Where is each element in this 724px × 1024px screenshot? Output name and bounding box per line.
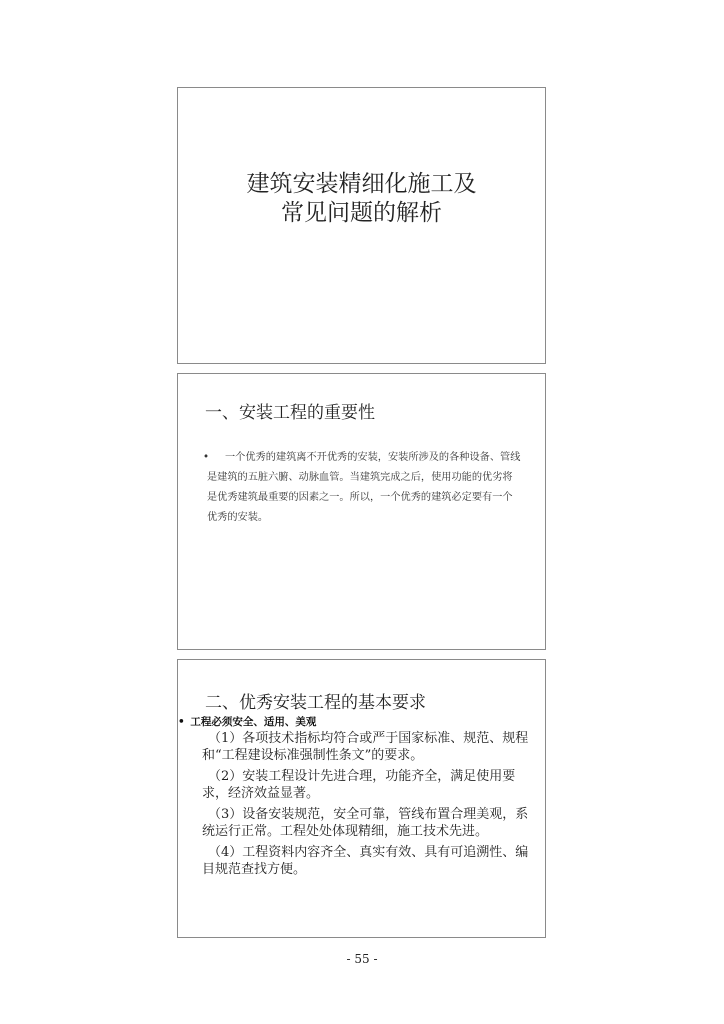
slide-importance xyxy=(177,373,546,650)
slide-title-text xyxy=(178,170,545,228)
list-item: （1）各项技术指标均符合或严于国家标准、规范、规程和“工程建设标准强制性条文”的要求。 xyxy=(202,731,529,763)
subheading xyxy=(178,714,316,729)
list-item: （3）设备安装规范，安全可靠，管线布置合理美观，系统运行正常。工程处处体现精细，施工技术先进。 xyxy=(202,807,529,839)
requirements-list xyxy=(202,730,532,882)
slide-heading: 二、优秀安装工程的基本要求 xyxy=(205,693,426,713)
slide-requirements xyxy=(177,659,546,938)
slide-title xyxy=(177,87,546,364)
list-item: （4）工程资料内容齐全、真实有效、具有可追溯性、编目规范查找方便。 xyxy=(202,845,529,877)
bullet-icon: • xyxy=(203,452,210,463)
list-item: （2）安装工程设计先进合理，功能齐全，满足使用要求，经济效益显著。 xyxy=(202,769,516,801)
subheading-text: 工程必须安全、适用、美观 xyxy=(190,716,317,728)
slide-heading: 一、安装工程的重要性 xyxy=(205,403,375,423)
title-line-2: 常见问题的解析 xyxy=(281,200,442,226)
bullet-icon: • xyxy=(178,716,185,728)
body-paragraph: 一个优秀的建筑离不开优秀的安装，安装所涉及的各种设备、管线是建筑的五脏六腑、动脉血管。当建筑完成之后，使用功能的优劣将是优秀建筑最重要的因素之一。所以，一个优秀的建筑必定要有一个优秀的安装。 xyxy=(207,452,521,523)
slide-body xyxy=(203,448,522,528)
title-line-1: 建筑安装精细化施工及 xyxy=(246,171,477,197)
page-number: - 55 - xyxy=(346,952,378,966)
